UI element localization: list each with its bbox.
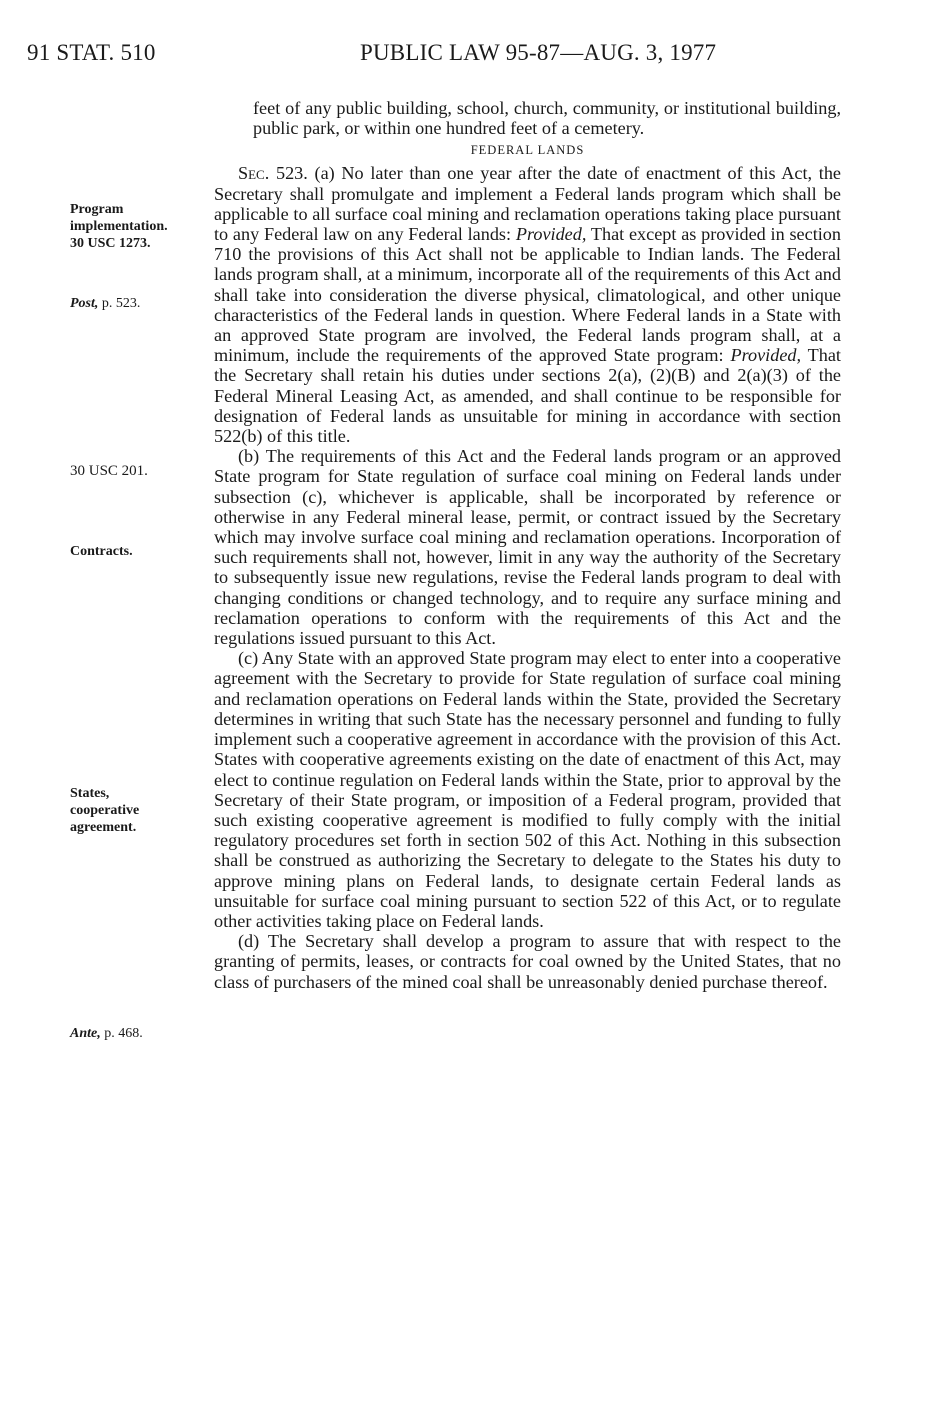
margin-note-program <box>70 201 210 252</box>
section-heading: FEDERAL LANDS <box>470 143 585 158</box>
margin-note-ante-page: p. 468. <box>104 1026 143 1041</box>
sec-a-part1: 523. (a) No later than one year after the date of enactment of this Act, the Secretary shall promulgate and implement a Federal lands program which shall be applicable to all surface coal mining and reclamation operations taking place pursuant to any Federal law on any Federal lands: <box>214 163 841 245</box>
margin-note-post <box>70 295 210 312</box>
continuation-paragraph: feet of any public building, school, church, community, or institutional building, public park, or within one hundred feet of a cemetery. <box>253 98 841 139</box>
margin-note-contracts: Contracts. <box>70 544 133 559</box>
margin-note-usc-1273: 30 USC 1273. <box>70 236 151 251</box>
section-523-b: (b) The requirements of this Act and the Federal lands program or an approved State program for State regulation of surface coal mining on Federal lands under subsection (c), whichever is applicable, shall be incorporated by reference or otherwise in any Federal mineral lease, permit, or contract issued by the Secretary which may involve surface coal mining and reclamation operations. Incorporation of such requirements shall not, however, limit in any way the authority of the Secretary to subsequently issue new regulations, revise the Federal lands program to deal with changing conditions or changed technology, and to require any surface mining and reclamation operations to conform with the requirements of this Act and the regulations issued pursuant to this Act. <box>214 446 841 649</box>
margin-note-states-line3: agreement. <box>70 820 137 835</box>
sec-a-part2: That except as provided in section 710 the provisions of this Act shall not be applicable to Indian lands. The Federal lands program shall, at a minimum, incorporate all of the requirements of this Act and shall take into consideration the diverse physical, climatological, and other unique characteristics of the Federal lands in question. Where Federal lands in a State with an approved State program are involved, the Federal lands program shall, at a minimum, include the requirements of the approved State program: <box>214 224 841 366</box>
margin-note-post-label: Post, <box>70 296 99 311</box>
section-523-d: (d) The Secretary shall develop a program to assure that with respect to the granting of permits, leases, or contracts for coal owned by the United States, that no class of purchasers of the mined coal shall be unreasonably denied purchase thereof. <box>214 931 841 992</box>
margin-note-ante-label: Ante, <box>70 1026 101 1041</box>
page-reference: 91 STAT. 510 <box>27 40 156 65</box>
page-header-title: PUBLIC LAW 95-87—AUG. 3, 1977 <box>360 40 717 65</box>
margin-note-program-line2: implementation. <box>70 219 168 234</box>
margin-note-usc-201: 30 USC 201. <box>70 463 148 479</box>
sec-a-part3: That the Secretary shall retain his duties under sections 2(a), (2)(B) and 2(a)(3) of the Federal Mineral Leasing Act, as amended, and shall continue to be responsible for designation of Federal lands as unsuitable for mining in accordance with section 522(b) of this title. <box>214 345 841 447</box>
section-523-c: (c) Any State with an approved State program may elect to enter into a cooperative agreement with the Secretary to provide for State regulation of surface coal mining and reclamation operations on Federal lands within the State, provided the Secretary determines in writing that such State has the necessary personnel and funding to fully implement such a cooperative agreement in accordance with the provision of this Act. States with cooperative agreements existing on the date of enactment of this Act, may elect to continue regulation on Federal lands within the State, prior to approval by the Secretary of their State program, or imposition of a Federal program, provided that such existing cooperative agreement is modified to fully comply with the initial regulatory procedures set forth in section 502 of this Act. Nothing in this subsection shall be construed as authorizing the Secretary to delegate to the States his duty to approve mining plans on Federal lands, to designate certain Federal lands as unsuitable for surface coal mining pursuant to section 522 of this Act, or to regulate other activities taking place on Federal lands. <box>214 648 842 931</box>
main-text <box>214 98 841 992</box>
margin-note-states-line2: cooperative <box>70 803 140 818</box>
provided-2: Provided, <box>730 345 802 366</box>
margin-note-post-page: p. 523. <box>101 296 141 311</box>
provided-1: Provided, <box>515 224 587 245</box>
section-523-a <box>214 163 841 446</box>
margin-note-ante <box>70 1025 210 1042</box>
margin-note-states <box>70 785 210 836</box>
margin-note-states-line1: States, <box>70 786 110 801</box>
sec-label: Sec. <box>238 163 270 184</box>
margin-note-program-line1: Program <box>70 202 124 217</box>
